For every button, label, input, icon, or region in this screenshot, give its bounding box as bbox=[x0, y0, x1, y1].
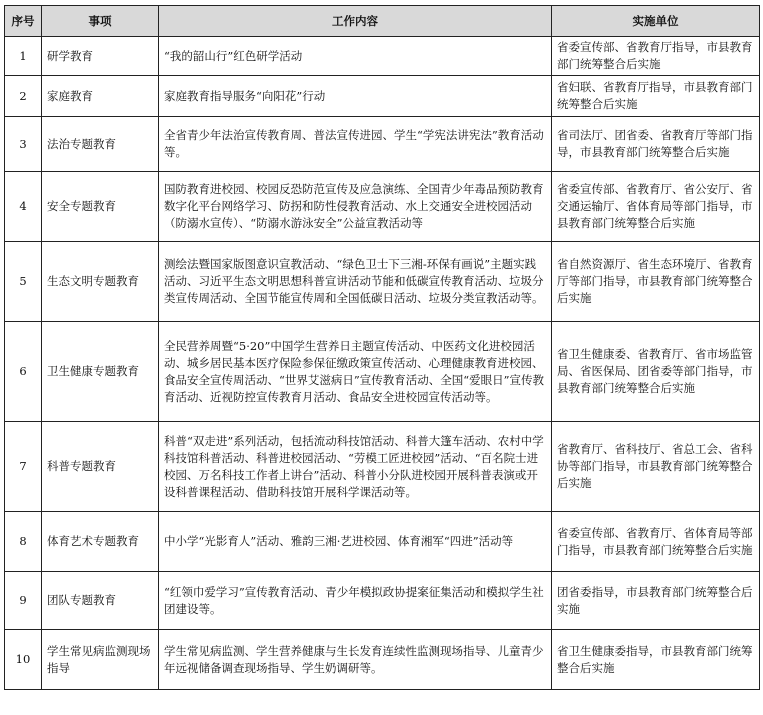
table-row bbox=[5, 37, 760, 76]
row-content: 家庭教育指导服务“向阳花”行动 bbox=[159, 76, 552, 117]
row-unit: 省卫生健康委、省教育厅、省市场监管局、省医保局、团省委等部门指导，市县教育部门统筹整合后实施 bbox=[552, 322, 760, 422]
table-row bbox=[5, 242, 760, 322]
row-unit: 省教育厅、省科技厅、省总工会、省科协等部门指导，市县教育部门统筹整合后实施 bbox=[552, 422, 760, 512]
row-unit: 团省委指导，市县教育部门统筹整合后实施 bbox=[552, 572, 760, 630]
row-item: 法治专题教育 bbox=[42, 117, 159, 172]
row-seq: 7 bbox=[5, 422, 42, 512]
row-content: 中小学“光影育人”活动、雅韵三湘·艺进校园、体育湘军“四进”活动等 bbox=[159, 512, 552, 572]
row-seq: 3 bbox=[5, 117, 42, 172]
row-content: 国防教育进校园、校园反恐防范宣传及应急演练、全国青少年毒品预防教育数字化平台网络学习、防拐和防性侵教育活动、水上交通安全进校园活动（防溺水宣传）、“防溺水游泳安全”公益宣教活动等 bbox=[159, 172, 552, 242]
table-body bbox=[5, 37, 760, 690]
row-seq: 8 bbox=[5, 512, 42, 572]
row-unit: 省自然资源厅、省生态环境厅、省教育厅等部门指导，市县教育部门统筹整合后实施 bbox=[552, 242, 760, 322]
row-seq: 1 bbox=[5, 37, 42, 76]
table-row bbox=[5, 572, 760, 630]
row-item: 学生常见病监测现场指导 bbox=[42, 630, 159, 690]
row-seq: 9 bbox=[5, 572, 42, 630]
row-content: 全民营养周暨“5·20”中国学生营养日主题宣传活动、中医药文化进校园活动、城乡居民基本医疗保险参保征缴政策宣传活动、心理健康教育进校园、食品安全宣传周活动、“世界艾滋病日”宣传教育活动、全国“爱眼日”宣传教育活动、近视防控宣传教育月活动、食品安全进校园宣传活动等。 bbox=[159, 322, 552, 422]
row-item: 研学教育 bbox=[42, 37, 159, 76]
header-item: 事项 bbox=[42, 6, 159, 37]
row-seq: 5 bbox=[5, 242, 42, 322]
row-content: “我的韶山行”红色研学活动 bbox=[159, 37, 552, 76]
row-unit: 省委宣传部、省教育厅指导，市县教育部门统筹整合后实施 bbox=[552, 37, 760, 76]
row-item: 体育艺术专题教育 bbox=[42, 512, 159, 572]
header-content: 工作内容 bbox=[159, 6, 552, 37]
header-seq: 序号 bbox=[5, 6, 42, 37]
row-content: 学生常见病监测、学生营养健康与生长发育连续性监测现场指导、儿童青少年远视储备调查现场指导、学生奶调研等。 bbox=[159, 630, 552, 690]
row-unit: 省卫生健康委指导，市县教育部门统筹整合后实施 bbox=[552, 630, 760, 690]
row-unit: 省妇联、省教育厅指导，市县教育部门统筹整合后实施 bbox=[552, 76, 760, 117]
row-item: 卫生健康专题教育 bbox=[42, 322, 159, 422]
row-seq: 2 bbox=[5, 76, 42, 117]
row-unit: 省委宣传部、省教育厅、省体育局等部门指导，市县教育部门统筹整合后实施 bbox=[552, 512, 760, 572]
header-row bbox=[5, 6, 760, 37]
row-unit: 省司法厅、团省委、省教育厅等部门指导，市县教育部门统筹整合后实施 bbox=[552, 117, 760, 172]
row-seq: 4 bbox=[5, 172, 42, 242]
row-seq: 6 bbox=[5, 322, 42, 422]
row-content: 科普“双走进”系列活动，包括流动科技馆活动、科普大篷车活动、农村中学科技馆科普活动、科普进校园活动、“劳模工匠进校园”活动、“百名院士进校园、万名科技工作者上讲台”活动、科普小分队进校园开展科普表演或开设科普课程活动、借助科技馆开展科学课活动等。 bbox=[159, 422, 552, 512]
table-header bbox=[5, 6, 760, 37]
table-row bbox=[5, 117, 760, 172]
row-item: 生态文明专题教育 bbox=[42, 242, 159, 322]
row-content: 全省青少年法治宣传教育周、普法宣传进园、学生“学宪法讲宪法”教育活动等。 bbox=[159, 117, 552, 172]
table-row bbox=[5, 322, 760, 422]
row-content: “红领巾爱学习”宣传教育活动、青少年模拟政协提案征集活动和模拟学生社团建设等。 bbox=[159, 572, 552, 630]
table-row bbox=[5, 422, 760, 512]
table-row bbox=[5, 512, 760, 572]
row-seq: 10 bbox=[5, 630, 42, 690]
row-item: 家庭教育 bbox=[42, 76, 159, 117]
work-table bbox=[4, 5, 760, 690]
row-unit: 省委宣传部、省教育厅、省公安厅、省交通运输厅、省体育局等部门指导，市县教育部门统筹整合后实施 bbox=[552, 172, 760, 242]
row-content: 测绘法暨国家版图意识宣教活动、“绿色卫士下三湘-环保有画说”主题实践活动、习近平生态文明思想科普宣讲活动节能和低碳宣传教育活动、垃圾分类宣传周活动、全国节能宣传周和全国低碳日活动、垃圾分类宣教活动等。 bbox=[159, 242, 552, 322]
row-item: 团队专题教育 bbox=[42, 572, 159, 630]
header-unit: 实施单位 bbox=[552, 6, 760, 37]
table-row bbox=[5, 76, 760, 117]
table-row bbox=[5, 172, 760, 242]
row-item: 安全专题教育 bbox=[42, 172, 159, 242]
table-row bbox=[5, 630, 760, 690]
row-item: 科普专题教育 bbox=[42, 422, 159, 512]
